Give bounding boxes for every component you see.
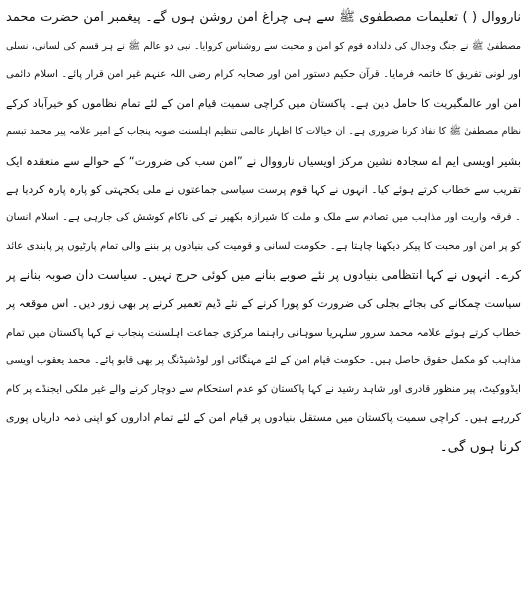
- article-line: ۔ فرقہ واریت اور مذاہب میں تصادم سے ملک و ملت کا شیرازہ بکھیر نے کی ناکام کوشش کی جارہی ہے۔ اسلام انسان: [6, 212, 521, 224]
- article-line: مصطفیٰ ﷺ نے جنگ وجدال کی دلدادہ قوم کو امن و محبت سے روشناس کروایا۔ نبی دو عالم ﷺ نے ہر قسم کی لسانی، نسلی: [6, 40, 521, 52]
- article-line: کرنا ہوں گی۔: [439, 438, 521, 455]
- article-line: امن اور عالمگیریت کا حامل دین ہے۔ پاکستان میں کراچی سمیت قیام امن کے لئے تمام نظاموں کو خیرآباد کرکے: [6, 96, 521, 110]
- article-line: نظام مصطفیٰ ﷺ کا نفاذ کرنا ضروری ہے۔ ان خیالات کا اظہار عالمی تنظیم اہلسنت صوبہ پنجاب کے امیر علامہ پیر محمد تبسم: [6, 126, 521, 138]
- article-line: بشیر اویسی ایم اے سجادہ نشین مرکز اویسیاں نارووال نے ”امن سب کی ضرورت“ کے حوالے سے منعقدہ ایک: [6, 153, 521, 168]
- article-line: مذاہب کو مکمل حقوق حاصل ہیں۔ حکومت قیام امن کے لئے مہنگائی اور لوڈشیڈنگ پر بھی قابو پائے۔ محمد یعقوب اویسی: [6, 355, 521, 367]
- article-line: تقریب سے خطاب کرتے ہوئے کیا۔ انہوں نے کہا قوم پرست سیاسی جماعتوں نے ملی یکجہتی کو پارہ پارہ کردیا ہے: [6, 182, 521, 196]
- article-line: کررہے ہیں۔ کراچی سمیت پاکستان میں مستقل بنیادوں پر قیام امن کے لئے تمام اداروں کو اپنی ذمہ داریاں پوری: [6, 411, 521, 425]
- article-line: خطاب کرتے ہوئے علامہ محمد سرور سلہریا سوہانی راہنما مرکزی جماعت اہلسنت پنجاب نے کہا پاکستان میں تمام: [6, 326, 521, 339]
- article-line: اور لونی تفریق کا خاتمہ فرمایا۔ قرآن حکیم دستور امن اور صحابہ کرام رضی اللہ عنہم غیر امن قرار پائے۔ اسلام دائمی: [6, 69, 521, 81]
- article-line: کرے۔ انہوں نے کہا انتظامی بنیادوں پر نئے صوبے بنانے میں کوئی حرج نہیں۔ سیاست دان صوبہ بنانے پر: [6, 268, 521, 283]
- article-line: ایڈووکیٹ، پیر منظور قادری اور شاہد رشید نے کہا پاکستان کو عدم استحکام سے دوچار کرنے والے غیر ملکی ایجنڈے پر کام: [6, 383, 521, 395]
- article-line: کو پر امن اور محبت کا پیکر دیکھنا چاہتا ہے۔ حکومت لسانی و قومیت کی بنیادوں پر بننے والی تمام پارٹیوں پر پابندی عائد: [6, 240, 521, 252]
- article-line: نارووال ( ) تعلیمات مصطفوی ﷺ سے ہی چراغ امن روشن ہوں گے۔ پیغمبر امن حضرت محمد: [6, 10, 521, 25]
- article-line: سیاست چمکانے کی بجائے بجلی کی ضرورت کو پورا کرنے کے نئے ڈیم تعمیر کرنے پر بھی زور دیں۔ اس موقعہ پر: [6, 296, 521, 310]
